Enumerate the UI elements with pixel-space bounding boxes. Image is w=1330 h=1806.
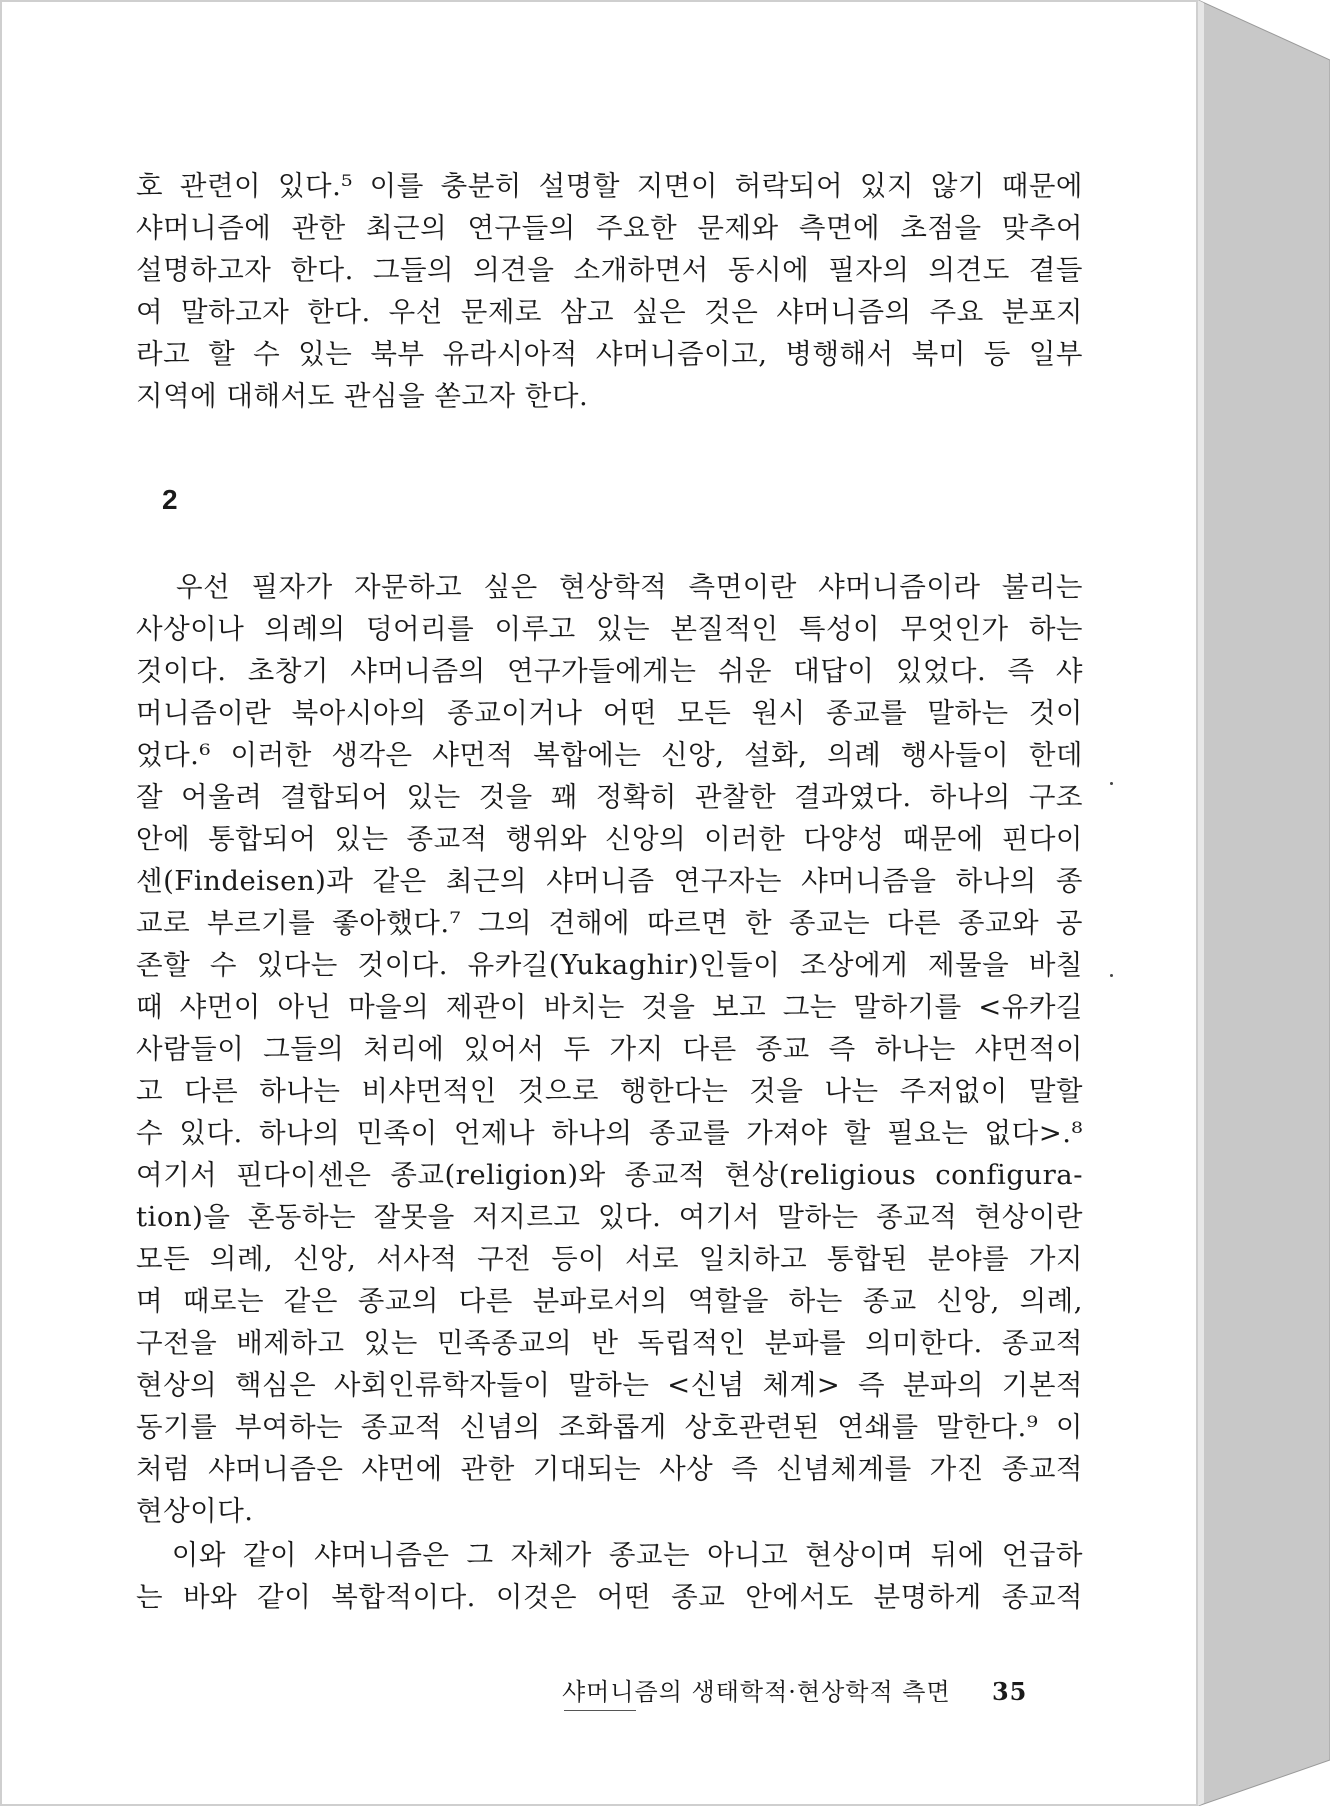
text-line: 설명하고자 한다. 그들의 의견을 소개하면서 동시에 필자의 의견도 곁들 xyxy=(136,254,1083,286)
text-line: 수 있다. 하나의 민족이 언제나 하나의 종교를 가져야 할 필요는 없다>.⁸ xyxy=(136,1117,1083,1149)
page-edge-shadow xyxy=(1198,0,1330,1806)
text-line: 처럼 샤머니즘은 샤먼에 관한 기대되는 사상 즉 신념체계를 가진 종교적 xyxy=(136,1453,1083,1485)
text-line: 었다.⁶ 이러한 생각은 샤먼적 복합에는 신앙, 설화, 의례 행사들이 한데 xyxy=(136,739,1083,771)
text-line: 현상의 핵심은 사회인류학자들이 말하는 <신념 체계> 즉 분파의 기본적 xyxy=(136,1369,1083,1401)
text-line: tion)을 혼동하는 잘못을 저지르고 있다. 여기서 말하는 종교적 현상이란 xyxy=(136,1201,1083,1233)
text-line: 존할 수 있다는 것이다. 유카길(Yukaghir)인들이 조상에게 제물을 바칠 xyxy=(136,949,1083,981)
text-line: 지역에 대해서도 관심을 쏟고자 한다. xyxy=(136,380,589,412)
text-line: 머니즘이란 북아시아의 종교이거나 어떤 모든 원시 종교를 말하는 것이 xyxy=(136,697,1083,729)
footer-title: 샤머니즘의 생태학적·현상학적 측면 xyxy=(562,1678,951,1706)
text-line: 이와 같이 샤머니즘은 그 자체가 종교는 아니고 현상이며 뒤에 언급하 xyxy=(136,1539,1083,1571)
text-line: 동기를 부여하는 종교적 신념의 조화롭게 상호관련된 연쇄를 말한다.⁹ 이 xyxy=(136,1411,1083,1443)
text-line: 우선 필자가 자문하고 싶은 현상학적 측면이란 샤머니즘이라 불리는 xyxy=(136,571,1083,603)
footer-rule xyxy=(564,1710,636,1711)
text-line: 모든 의례, 신앙, 서사적 구전 등이 서로 일치하고 통합된 분야를 가지 xyxy=(136,1243,1083,1275)
section-number: 2 xyxy=(162,484,178,515)
text-line: 여 말하고자 한다. 우선 문제로 삼고 싶은 것은 샤머니즘의 주요 분포지 xyxy=(136,296,1083,328)
running-footer xyxy=(562,1672,1052,1707)
text-line: 안에 통합되어 있는 종교적 행위와 신앙의 이러한 다양성 때문에 핀다이 xyxy=(136,823,1083,855)
opening-paragraph xyxy=(136,165,1083,417)
page-number: 35 xyxy=(991,1677,1028,1706)
scan-speck xyxy=(1110,974,1113,977)
text-line: 것이다. 초창기 샤머니즘의 연구가들에게는 쉬운 대답이 있었다. 즉 샤 xyxy=(136,655,1083,687)
text-line: 사상이나 의례의 덩어리를 이루고 있는 본질적인 특성이 무엇인가 하는 xyxy=(136,613,1083,645)
closing-paragraph xyxy=(136,1534,1083,1618)
text-line: 때 샤먼이 아닌 마을의 제관이 바치는 것을 보고 그는 말하기를 <유카길 xyxy=(136,991,1083,1023)
text-line: 잘 어울려 결합되어 있는 것을 꽤 정확히 관찰한 결과였다. 하나의 구조 xyxy=(136,781,1083,813)
text-line: 는 바와 같이 복합적이다. 이것은 어떤 종교 안에서도 분명하게 종교적 xyxy=(136,1581,1083,1613)
page-edge-graphic xyxy=(1198,0,1330,1806)
text-line: 호 관련이 있다.⁵ 이를 충분히 설명할 지면이 허락되어 있지 않기 때문에 xyxy=(136,170,1083,202)
text-line: 현상이다. xyxy=(136,1495,254,1527)
text-line: 구전을 배제하고 있는 민족종교의 반 독립적인 분파를 의미한다. 종교적 xyxy=(136,1327,1083,1359)
text-line: 며 때로는 같은 종교의 다른 분파로서의 역할을 하는 종교 신앙, 의례, xyxy=(136,1285,1083,1317)
text-line: 라고 할 수 있는 북부 유라시아적 샤머니즘이고, 병행해서 북미 등 일부 xyxy=(136,338,1083,370)
scan-speck xyxy=(1110,782,1113,785)
text-line: 샤머니즘에 관한 최근의 연구들의 주요한 문제와 측면에 초점을 맞추어 xyxy=(136,212,1083,244)
text-line: 센(Findeisen)과 같은 최근의 샤머니즘 연구자는 샤머니즘을 하나의 종 xyxy=(136,865,1083,897)
text-line: 교로 부르기를 좋아했다.⁷ 그의 견해에 따르면 한 종교는 다른 종교와 공 xyxy=(136,907,1083,939)
text-line: 고 다른 하나는 비샤먼적인 것으로 행한다는 것을 나는 주저없이 말할 xyxy=(136,1075,1083,1107)
text-line: 사람들이 그들의 처리에 있어서 두 가지 다른 종교 즉 하나는 샤먼적이 xyxy=(136,1033,1083,1065)
section-paragraph xyxy=(136,566,1083,1532)
text-line: 여기서 핀다이센은 종교(religion)와 종교적 현상(religious configura- xyxy=(136,1159,1083,1191)
